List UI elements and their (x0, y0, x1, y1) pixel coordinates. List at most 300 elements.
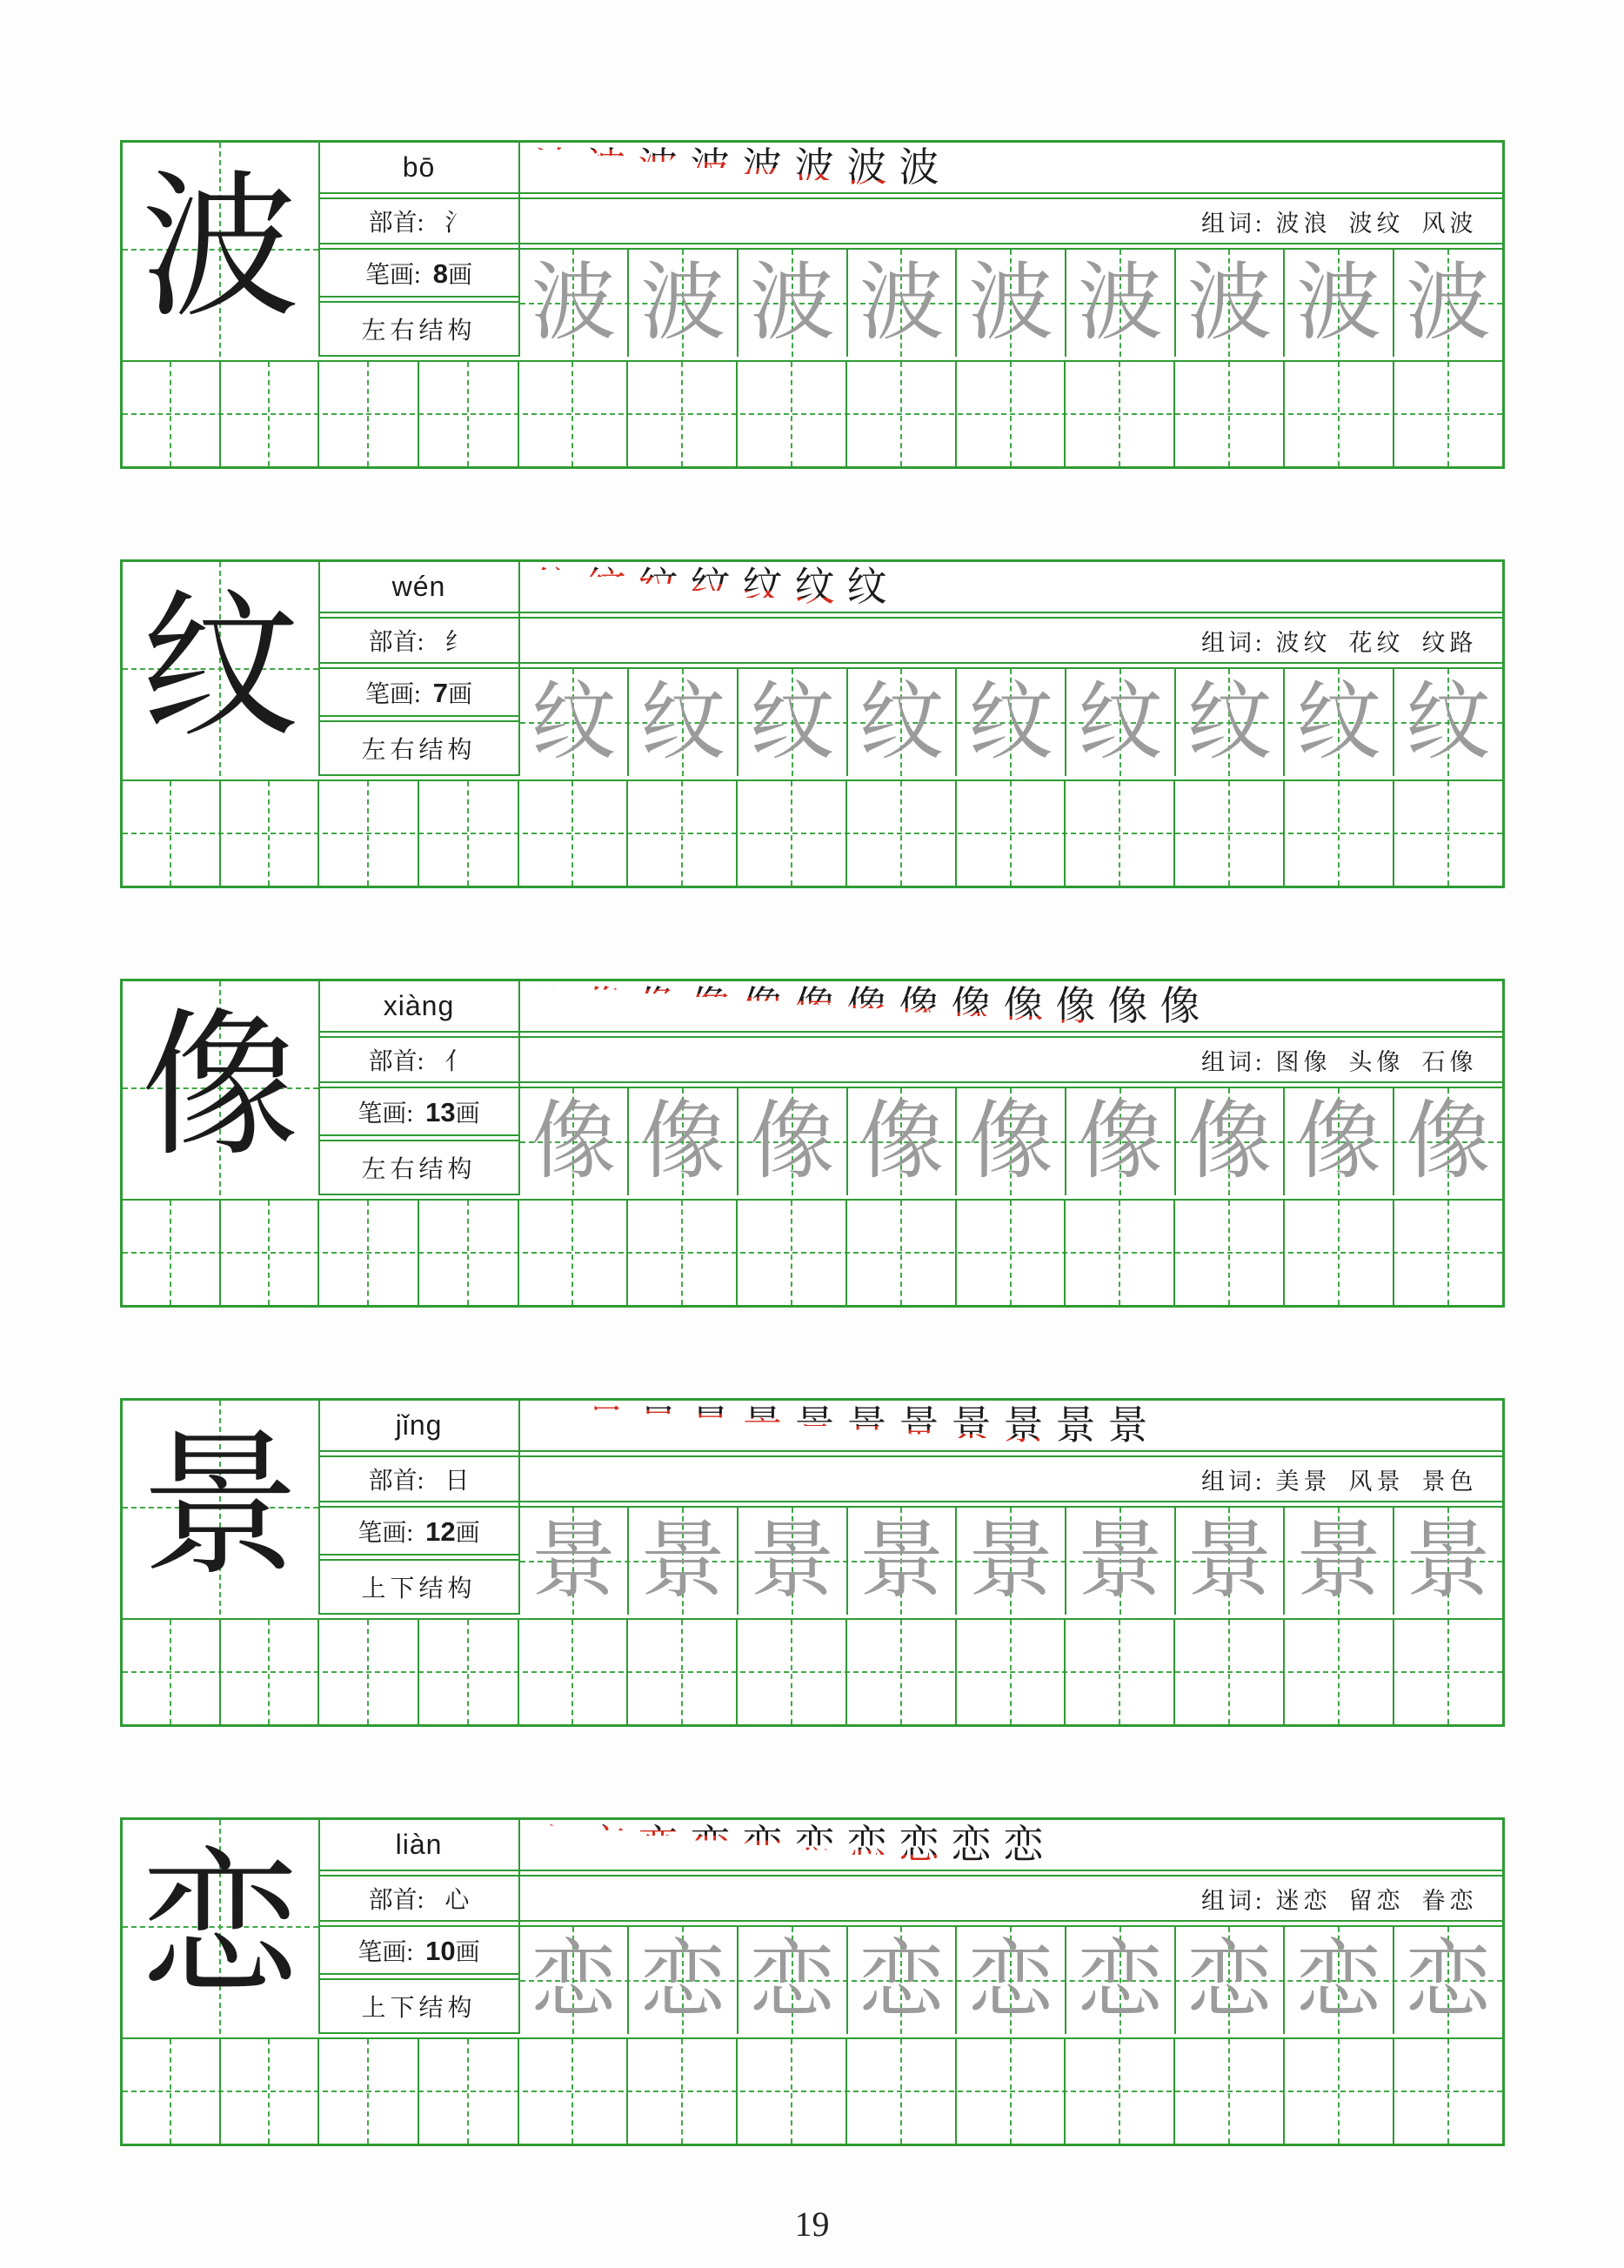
stroke-step: 像 (899, 982, 939, 1031)
main-character-cell (123, 143, 320, 357)
cell-center-vertical-dashed-line (571, 1620, 573, 1724)
radical-row (320, 617, 518, 664)
empty-cell (123, 1201, 221, 1305)
stroke-step: 纹 (795, 563, 835, 612)
block-top-band (123, 1820, 1502, 2034)
empty-cell (419, 1620, 519, 1724)
stroke-count-value: 12画 (425, 1515, 480, 1547)
structure-value: 上下结构 (361, 1995, 477, 2022)
right-column (520, 981, 1502, 1195)
radical-label: 部首: (368, 629, 424, 656)
cell-center-vertical-dashed-line (170, 1201, 171, 1305)
stroke-step: 纹 (691, 563, 731, 612)
empty-cell (1175, 362, 1285, 466)
practice-cell (520, 669, 630, 776)
practice-cell (1394, 250, 1502, 357)
practice-row (520, 667, 1502, 776)
structure-row (320, 301, 518, 357)
practice-cell (957, 1508, 1066, 1615)
trace-character: 波 (1405, 256, 1491, 351)
practice-cell (1066, 1927, 1176, 2034)
stroke-step: 纹 (847, 563, 887, 612)
stroke-step: 波 (534, 144, 574, 192)
trace-character: 纹 (749, 675, 835, 770)
stroke-count-value: 7画 (432, 677, 473, 708)
practice-cell (848, 250, 958, 357)
empty-cell (123, 1620, 221, 1724)
cell-center-vertical-dashed-line (900, 1201, 902, 1305)
empty-cell (519, 362, 629, 466)
words-row (520, 617, 1502, 664)
main-character-cell (123, 981, 320, 1195)
trace-character: 景 (1405, 1514, 1491, 1609)
empty-cell (628, 362, 738, 466)
empty-cell (957, 1620, 1066, 1724)
cell-center-vertical-dashed-line (367, 1201, 369, 1305)
empty-cell (957, 362, 1066, 466)
pinyin-text: wén (391, 571, 446, 602)
cell-center-vertical-dashed-line (1010, 781, 1012, 886)
cell-center-vertical-dashed-line (791, 781, 792, 886)
pinyin-row (320, 562, 518, 613)
stroke-step: 恋 (795, 1821, 835, 1870)
empty-cell (957, 1201, 1066, 1305)
empty-cell (1066, 2039, 1175, 2144)
empty-cell (519, 1620, 629, 1724)
stroke-step: 景 (691, 1402, 731, 1450)
cell-center-vertical-dashed-line (1447, 1201, 1449, 1305)
stroke-count-row (320, 1506, 518, 1555)
trace-character: 像 (531, 1094, 617, 1189)
structure-value: 左右结构 (361, 1156, 477, 1183)
main-character-cell (123, 562, 320, 776)
stroke-step: 恋 (847, 1821, 887, 1870)
stroke-step: 像 (691, 982, 731, 1031)
stroke-step: 像 (1004, 982, 1044, 1031)
practice-cell (1176, 669, 1286, 776)
character-block (120, 559, 1505, 888)
cell-center-vertical-dashed-line (571, 2039, 573, 2144)
word: 留恋 (1348, 1887, 1405, 1914)
word-list (1276, 1462, 1478, 1496)
stroke-step: 波 (795, 144, 835, 192)
word: 波浪 (1275, 210, 1332, 237)
trace-character: 景 (1296, 1514, 1382, 1609)
stroke-step: 恋 (1004, 1821, 1044, 1870)
cell-center-vertical-dashed-line (268, 1620, 270, 1724)
empty-cell (1175, 1201, 1285, 1305)
cell-center-vertical-dashed-line (170, 2039, 171, 2144)
empty-cell (1285, 781, 1394, 886)
cell-center-vertical-dashed-line (467, 781, 469, 886)
cell-center-vertical-dashed-line (467, 2039, 469, 2144)
stroke-step: 像 (1108, 982, 1148, 1031)
practice-cell (1066, 1508, 1176, 1615)
radical-row (320, 1036, 518, 1083)
right-column (520, 143, 1502, 357)
radical-label: 部首: (368, 1468, 424, 1495)
cell-center-vertical-dashed-line (1010, 1620, 1012, 1724)
stroke-step: 波 (743, 144, 783, 192)
words-label: 组词: (1200, 1887, 1266, 1914)
trace-character: 像 (1296, 1094, 1382, 1189)
structure-row (320, 1978, 518, 2034)
main-character: 纹 (141, 581, 299, 756)
practice-cell (520, 1508, 630, 1615)
empty-cell (1285, 2039, 1394, 2144)
cell-center-vertical-dashed-line (681, 362, 683, 466)
cell-center-vertical-dashed-line (1338, 1620, 1340, 1724)
practice-row (520, 1087, 1502, 1195)
stroke-step: 像 (638, 982, 678, 1031)
empty-cell (419, 2039, 519, 2144)
stroke-count-value: 10画 (425, 1935, 480, 1966)
cell-center-vertical-dashed-line (1338, 1201, 1340, 1305)
structure-value: 左右结构 (361, 318, 477, 345)
practice-cell (629, 1927, 738, 2034)
info-column (320, 1820, 520, 2034)
cell-center-vertical-dashed-line (1228, 781, 1230, 886)
info-column (320, 562, 520, 776)
practice-cell (1394, 669, 1502, 776)
practice-cell (1394, 1508, 1502, 1615)
stroke-step: 恋 (743, 1821, 783, 1870)
trace-character: 像 (640, 1094, 726, 1189)
trace-character: 景 (968, 1514, 1054, 1609)
practice-cell (1394, 1927, 1502, 2034)
stroke-step: 波 (586, 144, 626, 192)
radical-label: 部首: (368, 1048, 424, 1075)
trace-character: 像 (1186, 1094, 1273, 1189)
info-column (320, 981, 520, 1195)
practice-cell (738, 1088, 848, 1195)
stroke-step: 恋 (952, 1821, 992, 1870)
empty-cell (628, 781, 738, 886)
stroke-order-row (520, 143, 1502, 194)
cell-center-vertical-dashed-line (1447, 781, 1449, 886)
cell-center-vertical-dashed-line (170, 362, 171, 466)
stroke-count-label: 笔画: (358, 1519, 414, 1547)
trace-character: 波 (640, 256, 726, 351)
empty-grid-row (123, 1618, 1502, 1724)
empty-cell (1066, 781, 1175, 886)
trace-character: 像 (1405, 1094, 1491, 1189)
trace-character: 波 (1186, 256, 1273, 351)
cell-center-vertical-dashed-line (900, 1620, 902, 1724)
stroke-step: 纹 (638, 563, 678, 612)
trace-character: 恋 (859, 1933, 945, 2028)
empty-cell (1394, 1620, 1502, 1724)
words-label: 组词: (1200, 1468, 1266, 1495)
practice-cell (848, 1088, 958, 1195)
cell-center-vertical-dashed-line (170, 781, 171, 886)
stroke-step: 纹 (743, 563, 783, 612)
trace-character: 纹 (1296, 675, 1382, 770)
words-row (520, 1875, 1502, 1922)
trace-character: 恋 (531, 1933, 617, 2028)
stroke-step: 景 (1108, 1402, 1148, 1450)
trace-character: 恋 (749, 1933, 835, 2028)
empty-cell (738, 1201, 847, 1305)
stroke-step: 纹 (586, 563, 626, 612)
structure-value: 左右结构 (361, 737, 477, 764)
empty-cell (419, 362, 519, 466)
practice-cell (520, 1927, 630, 2034)
pinyin-row (320, 1820, 518, 1871)
word: 头像 (1348, 1048, 1405, 1075)
cell-center-vertical-dashed-line (791, 362, 792, 466)
character-block (120, 1398, 1505, 1727)
practice-cell (848, 669, 958, 776)
cell-center-vertical-dashed-line (467, 362, 469, 466)
practice-cell (1285, 669, 1394, 776)
cell-center-vertical-dashed-line (571, 1201, 573, 1305)
trace-character: 景 (640, 1514, 726, 1609)
cell-center-vertical-dashed-line (1338, 2039, 1340, 2144)
cell-center-vertical-dashed-line (791, 1620, 792, 1724)
empty-cell (221, 781, 319, 886)
character-block (120, 979, 1505, 1308)
word: 景色 (1421, 1468, 1478, 1495)
cell-center-vertical-dashed-line (1119, 1620, 1120, 1724)
stroke-order-row (520, 562, 1502, 613)
practice-cell (1066, 250, 1176, 357)
trace-character: 波 (749, 256, 835, 351)
practice-cell (738, 1508, 848, 1615)
word: 花纹 (1348, 629, 1405, 656)
cell-center-vertical-dashed-line (170, 1620, 171, 1724)
practice-cell (738, 1927, 848, 2034)
stroke-count-value: 8画 (432, 258, 473, 289)
empty-cell (957, 781, 1066, 886)
stroke-step: 像 (795, 982, 835, 1031)
cell-center-vertical-dashed-line (571, 362, 573, 466)
practice-cell (1176, 1927, 1286, 2034)
empty-cell (319, 362, 419, 466)
practice-cell (1066, 1088, 1176, 1195)
stroke-count-value: 13画 (425, 1096, 480, 1127)
cell-center-vertical-dashed-line (900, 2039, 902, 2144)
cell-center-vertical-dashed-line (1010, 1201, 1012, 1305)
trace-character: 景 (531, 1514, 617, 1609)
empty-cell (847, 781, 957, 886)
practice-cell (1285, 1088, 1394, 1195)
word: 石像 (1421, 1048, 1478, 1075)
practice-cell (1285, 250, 1394, 357)
empty-cell (1285, 1620, 1394, 1724)
stroke-step: 恋 (899, 1821, 939, 1870)
empty-cell (1066, 362, 1175, 466)
practice-cell (1176, 1508, 1286, 1615)
stroke-step: 波 (899, 144, 939, 192)
stroke-step: 景 (952, 1402, 992, 1450)
cell-center-vertical-dashed-line (467, 1201, 469, 1305)
stroke-count-row (320, 1925, 518, 1975)
empty-cell (1394, 362, 1502, 466)
stroke-step: 波 (847, 144, 887, 192)
radical-row (320, 1875, 518, 1922)
trace-character: 恋 (1077, 1933, 1163, 2028)
trace-character: 景 (1186, 1514, 1273, 1609)
stroke-step: 波 (638, 144, 678, 192)
stroke-step: 像 (1160, 982, 1200, 1031)
empty-cell (319, 2039, 419, 2144)
main-character: 恋 (141, 1839, 299, 2014)
radical-value: 日 (444, 1468, 470, 1495)
pinyin-row (320, 1401, 518, 1452)
trace-character: 纹 (1077, 675, 1163, 770)
trace-character: 恋 (968, 1933, 1054, 2028)
stroke-order-row (520, 981, 1502, 1033)
info-column (320, 143, 520, 357)
radical-label: 部首: (368, 1887, 424, 1914)
empty-cell (519, 2039, 629, 2144)
cell-center-vertical-dashed-line (1338, 781, 1340, 886)
stroke-step: 像 (743, 982, 783, 1031)
trace-character: 景 (1077, 1514, 1163, 1609)
practice-cell (520, 250, 630, 357)
stroke-count-row (320, 1087, 518, 1136)
empty-grid-row (123, 360, 1502, 466)
word-list (1276, 624, 1478, 658)
empty-cell (1285, 1201, 1394, 1305)
empty-grid-row (123, 1199, 1502, 1305)
cell-center-vertical-dashed-line (1119, 781, 1120, 886)
empty-cell (1394, 1201, 1502, 1305)
practice-cell (1285, 1927, 1394, 2034)
cell-center-vertical-dashed-line (1228, 1201, 1230, 1305)
trace-character: 波 (1077, 256, 1163, 351)
empty-grid-row (123, 2037, 1502, 2144)
practice-cell (1176, 1088, 1286, 1195)
word: 迷恋 (1275, 1887, 1332, 1914)
trace-character: 纹 (968, 675, 1054, 770)
cell-center-vertical-dashed-line (1447, 1620, 1449, 1724)
empty-cell (319, 1201, 419, 1305)
practice-cell (848, 1508, 958, 1615)
radical-value: 亻 (444, 1048, 470, 1075)
cell-center-vertical-dashed-line (268, 781, 270, 886)
stroke-count-label: 笔画: (358, 1938, 414, 1966)
trace-character: 纹 (1186, 675, 1273, 770)
word: 波纹 (1348, 210, 1405, 237)
blocks (0, 140, 1624, 2146)
trace-character: 像 (1077, 1094, 1163, 1189)
info-column (320, 1401, 520, 1615)
word-list (1276, 1882, 1478, 1916)
pinyin-row (320, 143, 518, 194)
cell-center-vertical-dashed-line (268, 2039, 270, 2144)
cell-center-vertical-dashed-line (268, 1201, 270, 1305)
empty-cell (123, 781, 221, 886)
practice-row (520, 248, 1502, 357)
empty-cell (738, 781, 847, 886)
empty-cell (221, 1620, 319, 1724)
cell-center-vertical-dashed-line (571, 781, 573, 886)
words-label: 组词: (1200, 629, 1266, 656)
practice-cell (629, 669, 738, 776)
stroke-step: 景 (847, 1402, 887, 1450)
practice-cell (629, 1508, 738, 1615)
trace-character: 纹 (1405, 675, 1491, 770)
pinyin-text: liàn (395, 1829, 443, 1860)
stroke-step: 恋 (586, 1821, 626, 1870)
block-top-band (123, 1401, 1502, 1615)
word-list (1276, 204, 1478, 238)
trace-character: 波 (859, 256, 945, 351)
trace-character: 纹 (640, 675, 726, 770)
empty-cell (221, 1201, 319, 1305)
radical-value: 纟 (444, 629, 470, 656)
practice-cell (957, 669, 1066, 776)
right-column (520, 1401, 1502, 1615)
trace-character: 波 (531, 256, 617, 351)
empty-cell (628, 1620, 738, 1724)
radical-value: 心 (444, 1887, 470, 1914)
cell-center-vertical-dashed-line (1228, 1620, 1230, 1724)
cell-center-vertical-dashed-line (1119, 2039, 1120, 2144)
trace-character: 波 (1296, 256, 1382, 351)
main-character-cell (123, 1401, 320, 1615)
stroke-step: 景 (1004, 1402, 1044, 1450)
cell-center-vertical-dashed-line (367, 1620, 369, 1724)
cell-center-vertical-dashed-line (791, 1201, 792, 1305)
cell-center-vertical-dashed-line (367, 362, 369, 466)
trace-character: 恋 (1186, 1933, 1273, 2028)
trace-character: 纹 (859, 675, 945, 770)
practice-cell (957, 1927, 1066, 2034)
cell-center-vertical-dashed-line (1447, 2039, 1449, 2144)
practice-cell (629, 1088, 738, 1195)
stroke-count-label: 笔画: (364, 680, 421, 708)
structure-value: 上下结构 (361, 1576, 477, 1602)
pinyin-row (320, 981, 518, 1033)
word: 波纹 (1275, 629, 1332, 656)
cell-center-vertical-dashed-line (1119, 362, 1120, 466)
empty-cell (1175, 2039, 1285, 2144)
empty-grid-row (123, 779, 1502, 886)
empty-cell (519, 781, 629, 886)
cell-center-vertical-dashed-line (1447, 362, 1449, 466)
stroke-order-row (520, 1401, 1502, 1452)
block-top-band (123, 981, 1502, 1195)
stroke-step: 景 (586, 1402, 626, 1450)
word: 图像 (1275, 1048, 1332, 1075)
character-block (120, 140, 1505, 469)
empty-cell (1175, 781, 1285, 886)
main-character: 景 (141, 1420, 299, 1595)
stroke-step: 波 (691, 144, 731, 192)
stroke-step: 恋 (691, 1821, 731, 1870)
cell-center-vertical-dashed-line (1228, 362, 1230, 466)
cell-center-vertical-dashed-line (467, 1620, 469, 1724)
trace-character: 恋 (1405, 1933, 1491, 2028)
trace-character: 像 (968, 1094, 1054, 1189)
cell-center-vertical-dashed-line (1228, 2039, 1230, 2144)
structure-row (320, 1140, 518, 1195)
stroke-count-label: 笔画: (364, 261, 421, 289)
practice-row (520, 1506, 1502, 1615)
practice-cell (1066, 669, 1176, 776)
stroke-step: 景 (1056, 1402, 1096, 1450)
cell-center-vertical-dashed-line (1119, 1201, 1120, 1305)
empty-cell (1066, 1201, 1175, 1305)
cell-center-vertical-dashed-line (268, 362, 270, 466)
radical-row (320, 1455, 518, 1502)
cell-center-vertical-dashed-line (367, 781, 369, 886)
practice-cell (957, 1088, 1066, 1195)
empty-cell (419, 781, 519, 886)
